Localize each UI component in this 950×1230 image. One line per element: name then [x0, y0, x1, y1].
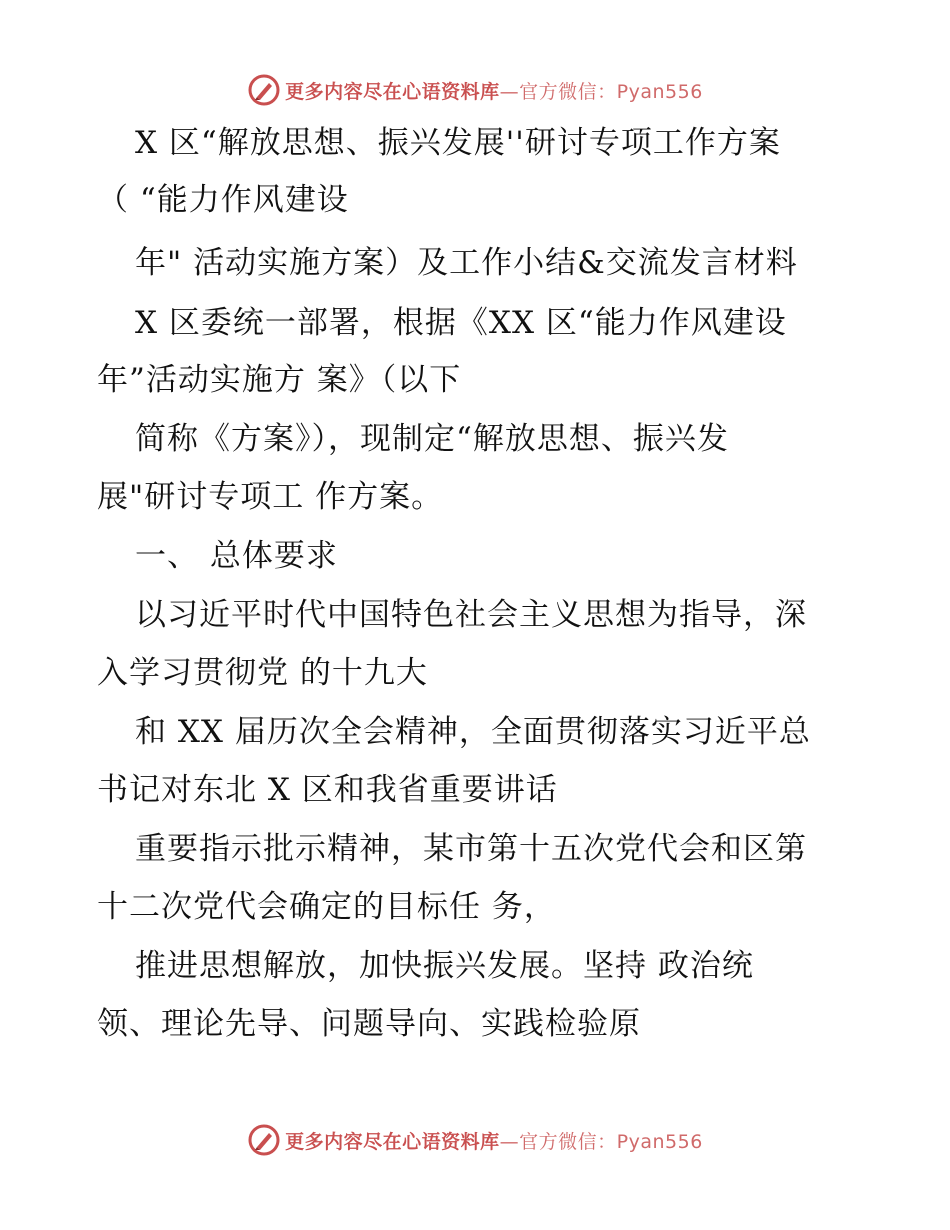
document-title-line-2: （ “能力作风建设	[97, 182, 349, 218]
paragraph-line: 简称《方案》），现制定“解放思想、振兴发	[135, 421, 729, 457]
watermark-text	[285, 1127, 703, 1154]
watermark-separator: —	[499, 1130, 520, 1153]
paragraph-line: X 区委统一部署，根据《XX 区“能力作风建设	[135, 305, 787, 341]
document-title-line-3: 年" 活动实施方案）及工作小结&交流发言材料	[135, 245, 798, 281]
watermark-contact: 官方微信：Pyan556	[519, 80, 703, 103]
paragraph-line: 和 XX 届历次全会精神，全面贯彻落实习近平总	[135, 714, 811, 750]
paragraph-line: 展"研讨专项工 作方案。	[97, 479, 444, 515]
paragraph-line: 重要指示批示精神，某市第十五次党代会和区第	[135, 831, 807, 867]
paragraph-line: 入学习贯彻党 的十九大	[97, 655, 428, 691]
header-watermark	[0, 70, 950, 110]
section-heading: 一、 总体要求	[135, 538, 338, 574]
paragraph-line: 书记对东北 X 区和我省重要讲话	[97, 772, 558, 808]
paragraph-line: 年”活动实施方 案》（以下	[97, 362, 462, 398]
document-title-line-1: X 区“解放思想、振兴发展''研讨专项工作方案	[135, 125, 781, 161]
paragraph-line: 以习近平时代中国特色社会主义思想为指导，深	[135, 597, 807, 633]
paragraph-line: 领、理论先导、问题导向、实践检验原	[97, 1006, 641, 1042]
watermark-brand: 更多内容尽在心语资料库	[285, 1130, 500, 1153]
pen-logo-icon	[247, 1123, 281, 1157]
watermark-text	[285, 77, 703, 104]
pen-logo-icon	[247, 73, 281, 107]
watermark-brand: 更多内容尽在心语资料库	[285, 80, 500, 103]
watermark-separator: —	[499, 80, 520, 103]
paragraph-line: 十二次党代会确定的目标任 务，	[97, 889, 556, 925]
paragraph-line: 推进思想解放，加快振兴发展。坚持 政治统	[135, 948, 754, 984]
footer-watermark	[0, 1120, 950, 1160]
watermark-contact: 官方微信：Pyan556	[519, 1130, 703, 1153]
